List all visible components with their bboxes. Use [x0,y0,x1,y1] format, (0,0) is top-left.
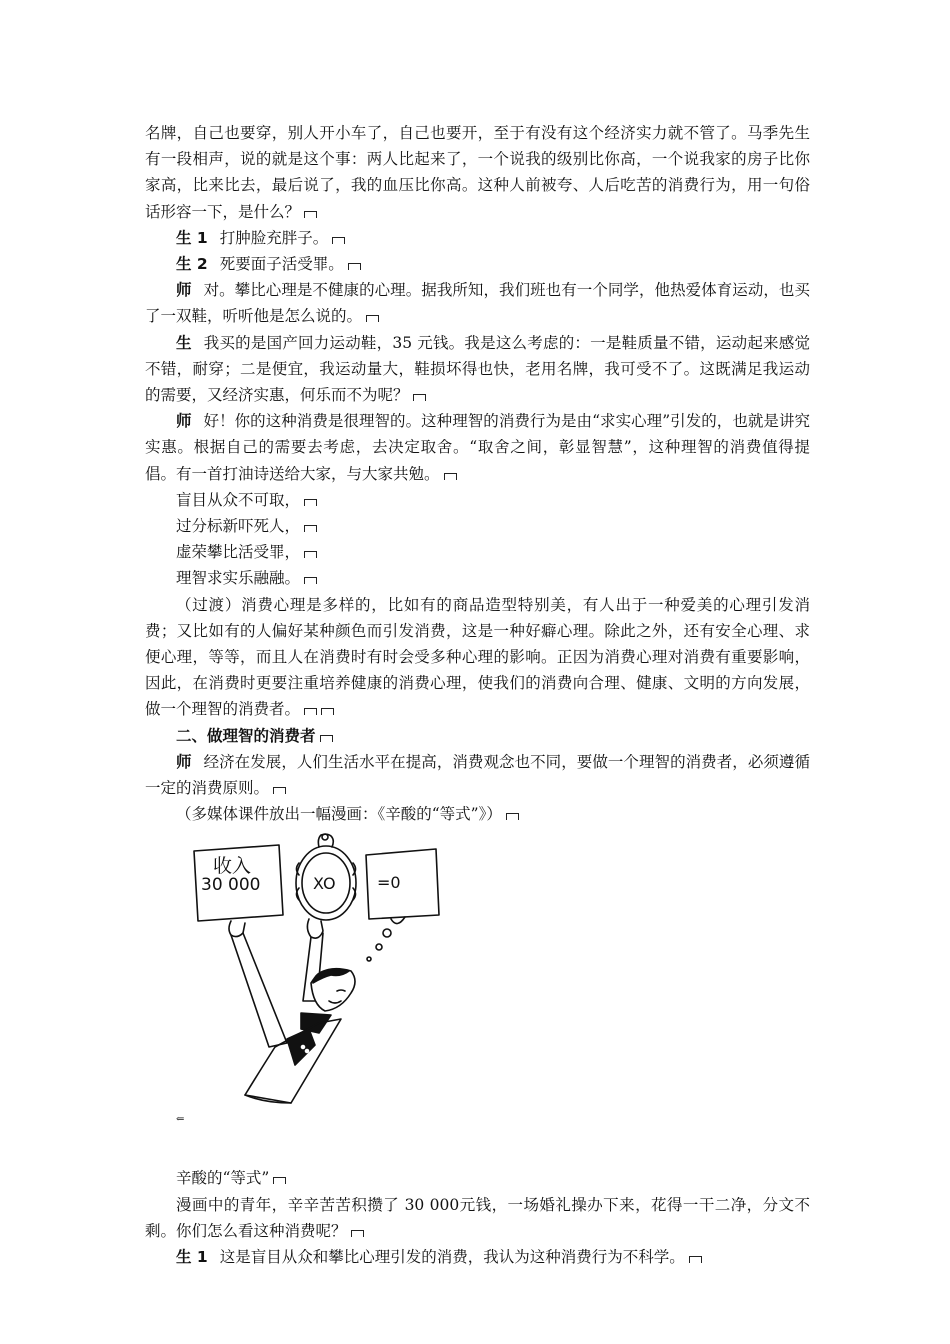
paragraph-mark [689,1256,702,1263]
poem-line: 虚荣攀比活受罪， [145,539,810,565]
document-page [145,120,810,1270]
sign-xo: XO [313,874,336,894]
paragraph-mark [348,263,361,270]
paragraph-mark [320,735,333,742]
dialogue-student-2: 生 2 死要面子活受罪。 [145,251,810,277]
dialogue-teacher: 师 对。攀比心理是不健康的心理。据我所知，我们班也有一个同学，他热爱体育运动，也买了一双鞋，听听他是怎么说的。 [145,281,810,326]
dialogue-teacher: 师 经济在发展，人们生活水平在提高，消费观念也不同，要做一个理智的消费者，必须遵循一定的消费原则。 [145,752,810,798]
sign-income-amount: 30 000 [201,875,261,896]
cartoon-description: 漫画中的青年，辛辛苦苦积攒了 30 000元钱，一场婚礼操办下来，花得一干二净，分文不剩。你们怎么看这种消费呢？ [145,1195,810,1240]
poem-line: 理智求实乐融融。 [145,565,810,591]
paragraph-mark [304,551,317,558]
speaker-label: 生 1 [176,1248,208,1267]
speaker-label: 生 1 [176,228,208,247]
paragraph-mark [444,473,457,480]
speaker-label: 师 [176,412,192,431]
speaker-label: 师 [176,281,192,300]
paragraph-mark [304,211,317,218]
paragraph-mark [506,813,519,820]
paragraph-mark [304,499,317,506]
sign-income-label: 收入 [213,855,252,878]
speaker-label: 生 [176,333,192,352]
paragraph-mark [321,708,334,715]
paragraph-mark [304,577,317,584]
paragraph-mark [413,394,426,401]
paragraph-mark [366,315,379,322]
paragraph-mark [304,525,317,532]
cartoon-illustration [191,833,451,1113]
figure-caption: 辛酸的“等式” [145,1165,810,1191]
sign-equals-zero: =0 [377,873,401,893]
paragraph-mark [351,1230,364,1237]
dialogue-student-1: 生 1 这是盲目从众和攀比心理引发的消费，我认为这种消费行为不科学。 [145,1244,810,1270]
dialogue-teacher: 师 好！你的这种消费是很理智的。这种理智的消费行为是由“求实心理”引发的，也就是讲究实惠。根据自己的需要去考虑，去决定取舍。“取舍之间，彰显智慧”，这种理智的消费值得提倡。有一首打油诗送给大家，与大家共勉。 [145,412,810,483]
paragraph-mark [304,708,317,715]
speaker-label: 师 [176,752,192,771]
transition-paragraph: （过渡）消费心理是多样的，比如有的商品造型特别美，有人出于一种爱美的心理引发消费；又比如有的人偏好某种颜色而引发消费，这是一种好癖心理。除此之外，还有安全心理、求便心理，等等，而且人在消费时有时会受多种心理的影响。正因为消费心理对消费有重要影响，因此，在消费时更要注重培养健康的消费心理，使我们的消费向合理、健康、文明的方向发展，做一个理智的消费者。 [145,595,810,719]
paragraph-mark [332,237,345,244]
dialogue-student-1: 生 1 打肿脸充胖子。 [145,225,810,251]
paragraph-continued: 名牌，自己也要穿，别人开小车了，自己也要开，至于有没有这个经济实力就不管了。马季先生有一段相声，说的就是这个事：两人比起来了，一个说我的级别比你高，一个说我家的房子比你家高，比来比去，最后说了，我的血压比你高。这种人前被夸、人后吃苦的消费行为，用一句俗话形容一下，是什么？ [145,124,810,221]
image-anchor-mark: ⇐ [176,1114,185,1126]
media-note: （多媒体课件放出一幅漫画：《辛酸的“等式”》） [145,801,810,827]
paragraph-mark [273,1177,286,1184]
dialogue-student: 生 我买的是国产回力运动鞋，35 元钱。我是这么考虑的：一是鞋质量不错，运动起来感觉不错，耐穿；二是便宜，我运动量大，鞋损坏得也快，老用名牌，我可受不了。这既满足我运动的需要，又经济实惠，何乐而不为呢？ [145,333,810,405]
section-heading: 二、做理智的消费者 [145,723,810,749]
speaker-label: 生 2 [176,255,208,274]
poem-line: 盲目从众不可取， [145,487,810,513]
paragraph-mark [273,787,286,794]
poem-line: 过分标新吓死人， [145,513,810,539]
